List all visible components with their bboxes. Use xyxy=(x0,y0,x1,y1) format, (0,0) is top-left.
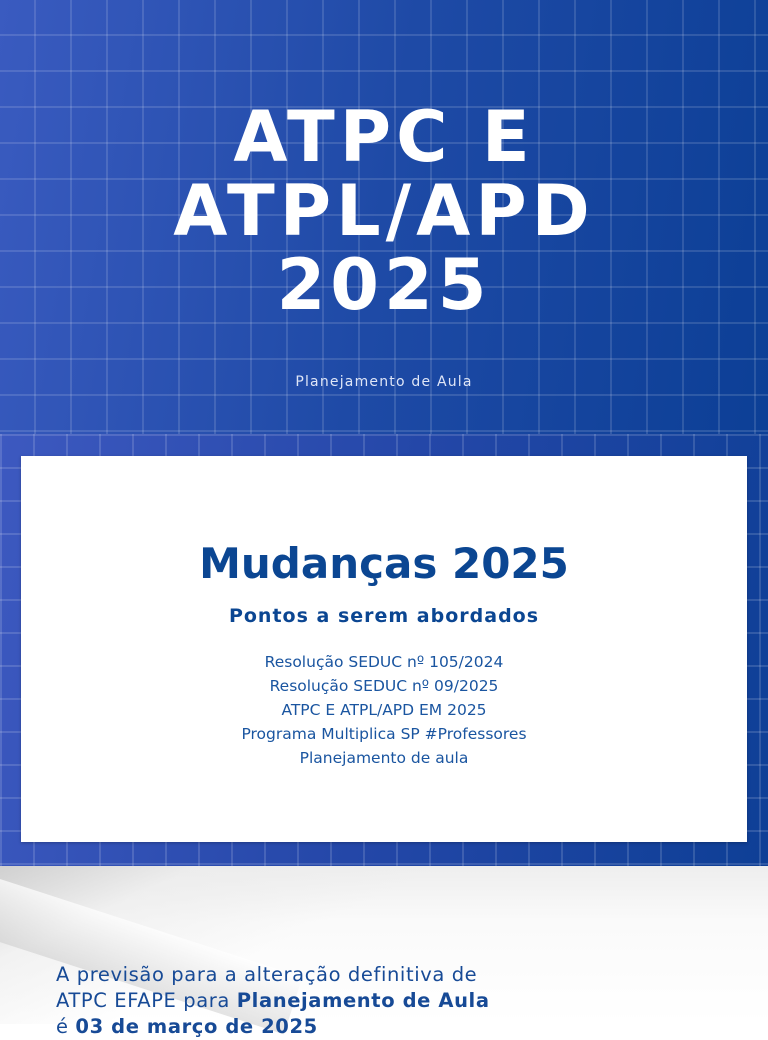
changes-subtitle: Pontos a serem abordados xyxy=(228,605,540,627)
changes-title: Mudanças 2025 xyxy=(199,539,569,588)
forecast-line-3 xyxy=(56,1014,736,1040)
forecast-highlight-planejamento: Planejamento de Aula xyxy=(236,989,490,1012)
topic-item: ATPC E ATPL/APD EM 2025 xyxy=(281,701,487,719)
forecast-line-2-prefix: ATPC EFAPE para xyxy=(56,989,237,1012)
content-card xyxy=(21,456,747,842)
forecast-text xyxy=(56,962,736,1040)
forecast-line-2 xyxy=(56,988,736,1014)
main-title-line-3: 2025 xyxy=(276,244,492,326)
topic-item: Planejamento de aula xyxy=(299,749,469,767)
changes-slide xyxy=(0,434,768,866)
forecast-highlight-date: 03 de março de 2025 xyxy=(75,1015,318,1038)
main-title-line-2: ATPL/APD xyxy=(173,170,595,252)
title-subtitle: Planejamento de Aula xyxy=(295,374,473,390)
topic-item: Resolução SEDUC nº 09/2025 xyxy=(269,677,499,695)
main-title-line-1: ATPC E xyxy=(233,96,535,178)
main-title xyxy=(0,96,768,326)
forecast-line-3-prefix: é xyxy=(56,1015,76,1038)
topic-item: Programa Multiplica SP #Professores xyxy=(241,725,527,743)
title-slide xyxy=(0,0,768,434)
topic-item: Resolução SEDUC nº 105/2024 xyxy=(264,653,504,671)
forecast-line-1: A previsão para a alteração definitiva de xyxy=(56,963,478,986)
forecast-slide xyxy=(0,866,768,1038)
topic-list xyxy=(21,650,747,770)
